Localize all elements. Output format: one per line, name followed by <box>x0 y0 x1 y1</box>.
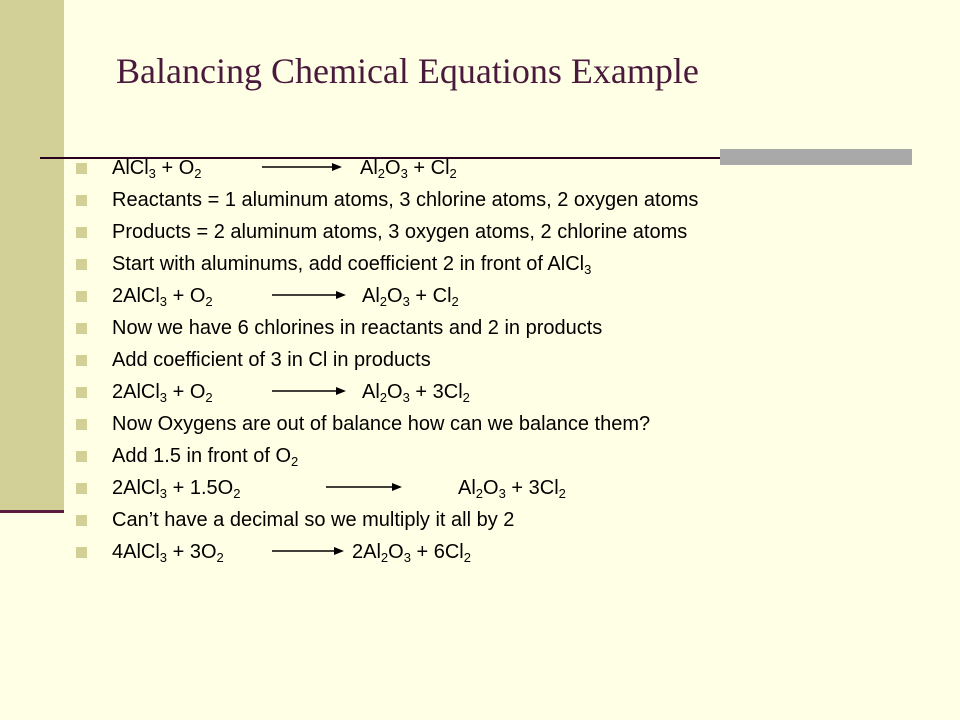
subscript: 2 <box>449 166 457 181</box>
formula-part: + O <box>155 157 195 179</box>
formula-part: 2AlCl <box>112 381 160 403</box>
equation-lhs <box>112 156 202 180</box>
formula-part: + O <box>167 381 206 403</box>
bullet-square <box>76 323 87 334</box>
slide-title: Balancing Chemical Equations Example <box>116 51 699 91</box>
reaction-arrow-icon <box>272 290 346 300</box>
equation-lhs <box>112 476 240 500</box>
formula-part: O <box>483 477 499 499</box>
text-part: Start with aluminums, add coefficient 2 in front of AlCl <box>112 253 585 275</box>
list-item <box>0 284 960 312</box>
formula-part: + O <box>167 285 206 307</box>
subscript: 2 <box>233 486 241 501</box>
products-text: Products = 2 aluminum atoms, 3 oxygen atoms, 2 chlorine atoms <box>112 221 688 243</box>
bullet-square <box>76 259 87 270</box>
formula-part: + Cl <box>409 285 452 307</box>
reaction-arrow-icon <box>272 386 346 396</box>
formula-part: + 3Cl <box>505 477 559 499</box>
equation-rhs <box>458 476 566 500</box>
list-item <box>0 508 960 536</box>
subscript: 3 <box>159 390 168 405</box>
subscript: 3 <box>159 294 168 309</box>
list-item <box>0 348 960 376</box>
subscript: 2 <box>205 294 213 309</box>
formula-part: Al <box>362 381 380 403</box>
bullet-square <box>76 291 87 302</box>
subscript: 3 <box>159 550 168 565</box>
subscript: 2 <box>216 550 224 565</box>
subscript: 3 <box>159 486 168 501</box>
list-item <box>0 412 960 440</box>
bullet-square <box>76 227 87 238</box>
formula-part: O <box>385 157 401 179</box>
bullet-square <box>76 419 87 430</box>
formula-part: + 6Cl <box>410 541 464 563</box>
bullet-square <box>76 515 87 526</box>
formula-part: + Cl <box>407 157 450 179</box>
reaction-arrow-icon <box>272 546 344 556</box>
equation-lhs <box>112 284 213 308</box>
bullet-square <box>76 355 87 366</box>
formula-part: + 3Cl <box>409 381 463 403</box>
list-item <box>0 252 960 280</box>
decimal-text: Can’t have a decimal so we multiply it all by 2 <box>112 509 515 531</box>
subscript: 2 <box>475 486 484 501</box>
formula-part: 2Al <box>352 541 381 563</box>
formula-part: 4AlCl <box>112 541 160 563</box>
list-item <box>0 316 960 344</box>
subscript: 2 <box>451 294 459 309</box>
subscript: 2 <box>379 390 388 405</box>
start-text <box>112 252 591 276</box>
subscript: 2 <box>379 294 388 309</box>
subscript: 2 <box>463 550 471 565</box>
add-15-text <box>112 444 298 468</box>
list-item <box>0 540 960 568</box>
bullet-square <box>76 163 87 174</box>
list-item <box>0 444 960 472</box>
subscript: 3 <box>148 166 156 181</box>
bullet-square <box>76 483 87 494</box>
subscript: 3 <box>402 390 410 405</box>
formula-part: Al <box>362 285 380 307</box>
formula-part: Al <box>360 157 378 179</box>
subscript: 2 <box>462 390 470 405</box>
formula-part: AlCl <box>112 157 149 179</box>
subscript: 3 <box>498 486 506 501</box>
equation-lhs <box>112 380 213 404</box>
bullet-square <box>76 387 87 398</box>
subscript: 2 <box>291 454 299 469</box>
list-item <box>0 476 960 504</box>
list-item <box>0 156 960 184</box>
formula-part: Al <box>458 477 476 499</box>
subscript: 3 <box>403 550 411 565</box>
equation-lhs <box>112 540 224 564</box>
formula-part: + 3O <box>167 541 217 563</box>
formula-part: 2AlCl <box>112 285 160 307</box>
subscript: 3 <box>402 294 410 309</box>
text-part: Add 1.5 in front of O <box>112 445 291 467</box>
bullet-square <box>76 451 87 462</box>
reaction-arrow-icon <box>262 162 342 172</box>
formula-part: O <box>387 381 403 403</box>
list-item <box>0 220 960 248</box>
subscript: 3 <box>400 166 408 181</box>
bullet-square <box>76 547 87 558</box>
subscript: 2 <box>558 486 566 501</box>
formula-part: O <box>388 541 404 563</box>
list-item <box>0 380 960 408</box>
equation-rhs <box>362 380 470 404</box>
equation-rhs <box>362 284 459 308</box>
chlorines-text: Now we have 6 chlorines in reactants and 2 in products <box>112 317 603 339</box>
subscript: 2 <box>205 390 213 405</box>
reactants-text: Reactants = 1 aluminum atoms, 3 chlorine atoms, 2 oxygen atoms <box>112 189 699 211</box>
formula-part: O <box>387 285 403 307</box>
reaction-arrow-icon <box>326 482 402 492</box>
formula-part: 2AlCl <box>112 477 160 499</box>
formula-part: + 1.5O <box>167 477 234 499</box>
add-coefficient-text: Add coefficient of 3 in Cl in products <box>112 349 431 371</box>
equation-rhs <box>352 540 471 564</box>
equation-rhs <box>360 156 457 180</box>
bullet-square <box>76 195 87 206</box>
subscript: 2 <box>377 166 386 181</box>
subscript: 2 <box>380 550 389 565</box>
oxygens-text: Now Oxygens are out of balance how can we balance them? <box>112 413 651 435</box>
subscript: 2 <box>194 166 202 181</box>
subscript: 3 <box>584 262 592 277</box>
list-item <box>0 188 960 216</box>
